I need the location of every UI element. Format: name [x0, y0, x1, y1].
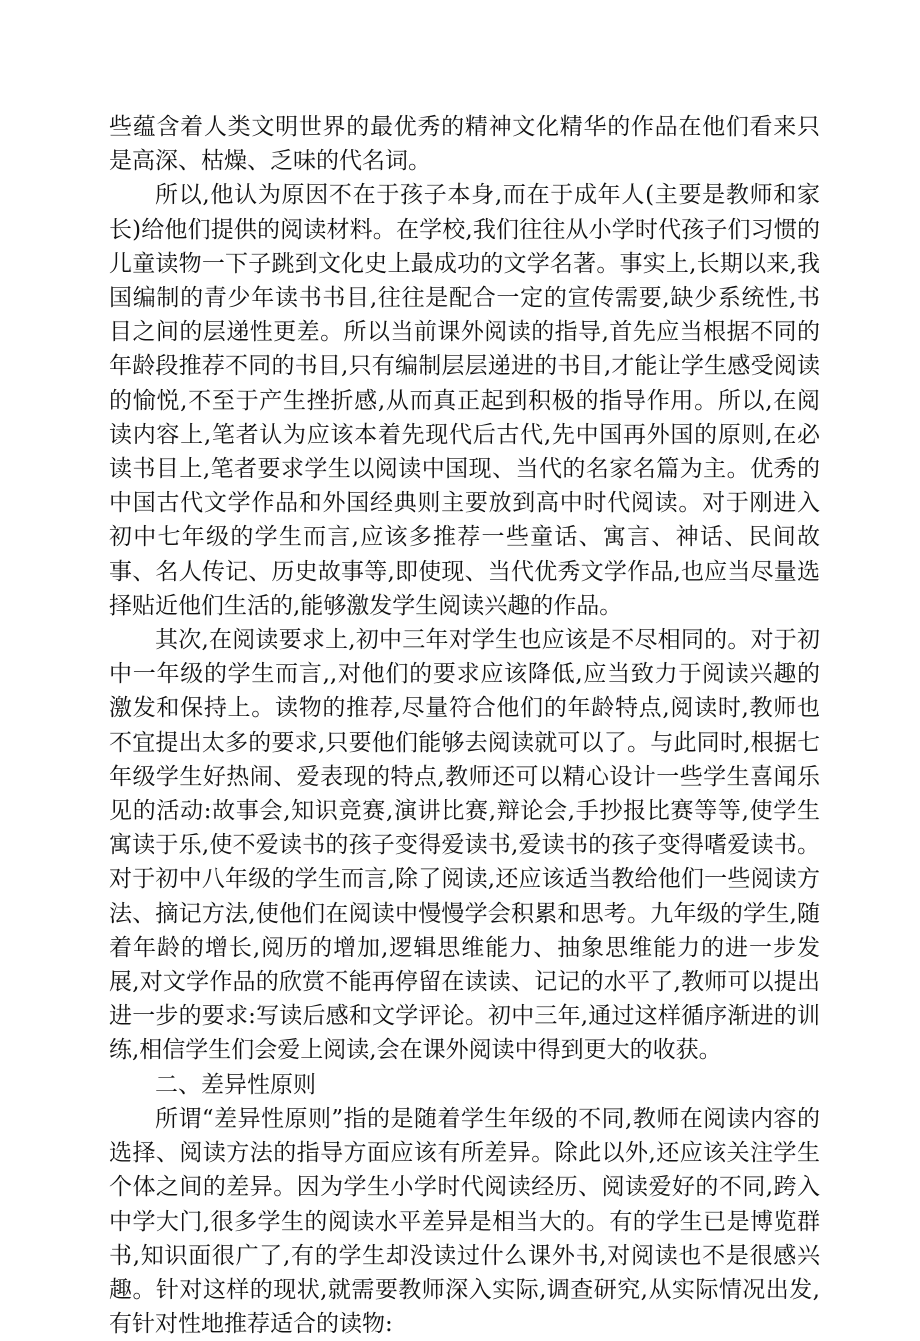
paragraph-continuation: 些蕴含着人类文明世界的最优秀的精神文化精华的作品在他们看来只是高深、枯燥、乏味的代名词。: [109, 114, 820, 175]
paragraph-reading-requirements: 其次,在阅读要求上,初中三年对学生也应该是不尽相同的。对于初中一年级的学生而言,,对他们的要求应该降低,应当致力于阅读兴趣的激发和保持上。读物的推荐,尽量符合他们的年龄特点,阅读时,教师也不宜提出太多的要求,只要他们能够去阅读就可以了。与此同时,根据七年级学生好热闹、爱表现的特点,教师还可以精心设计一些学生喜闻乐见的活动:故事会,知识竞赛,演讲比赛,辩论会,手抄报比赛等等,使学生寓读于乐,使不爱读书的孩子变得爱读书,爱读书的孩子变得嗜爱读书。对于初中八年级的学生而言,除了阅读,还应该适当教给他们一些阅读方法、摘记方法,使他们在阅读中慢慢学会积累和思考。九年级的学生,随着年龄的增长,阅历的增加,逻辑思维能力、抽象思维能力的进一步发展,对文学作品的欣赏不能再停留在读读、记记的水平了,教师可以提出进一步的要求:写读后感和文学评论。初中三年,通过这样循序渐进的训练,相信学生们会爱上阅读,会在课外阅读中得到更大的收获。: [109, 627, 820, 1064]
section-heading: 二、差异性原则: [155, 1071, 316, 1098]
document-body: [109, 110, 820, 1341]
paragraph-reading-materials: 所以,他认为原因不在于孩子本身,而在于成年人(主要是教师和家长)给他们提供的阅读材料。在学校,我们往往从小学时代孩子们习惯的儿童读物一下子跳到文化史上最成功的文学名著。事实上,长期以来,我国编制的青少年读书书目,往往是配合一定的宣传需要,缺少系统性,书目之间的层递性更差。所以当前课外阅读的指导,首先应当根据不同的年龄段推荐不同的书目,只有编制层层递进的书目,才能让学生感受阅读的愉悦,不至于产生挫折感,从而真正起到积极的指导作用。所以,在阅读内容上,笔者认为应该本着先现代后古代,先中国再外国的原则,在必读书目上,笔者要求学生以阅读中国现、当代的名家名篇为主。优秀的中国古代文学作品和外国经典则主要放到高中时代阅读。对于刚进入初中七年级的学生而言,应该多推荐一些童话、寓言、神话、民间故事、名人传记、历史故事等,即使现、当代优秀文学作品,也应当尽量选择贴近他们生活的,能够激发学生阅读兴趣的作品。: [109, 182, 820, 619]
paragraph-difference-principle: 所谓“差异性原则”指的是随着学生年级的不同,教师在阅读内容的选择、阅读方法的指导方面应该有所差异。除此以外,还应该关注学生个体之间的差异。因为学生小学时代阅读经历、阅读爱好的不同,跨入中学大门,很多学生的阅读水平差异是相当大的。有的学生已是博览群书,知识面很广了,有的学生却没读过什么课外书,对阅读也不是很感兴趣。针对这样的现状,就需要教师深入实际,调查研究,从实际情况出发,有针对性地推荐适合的读物:: [109, 1105, 820, 1338]
